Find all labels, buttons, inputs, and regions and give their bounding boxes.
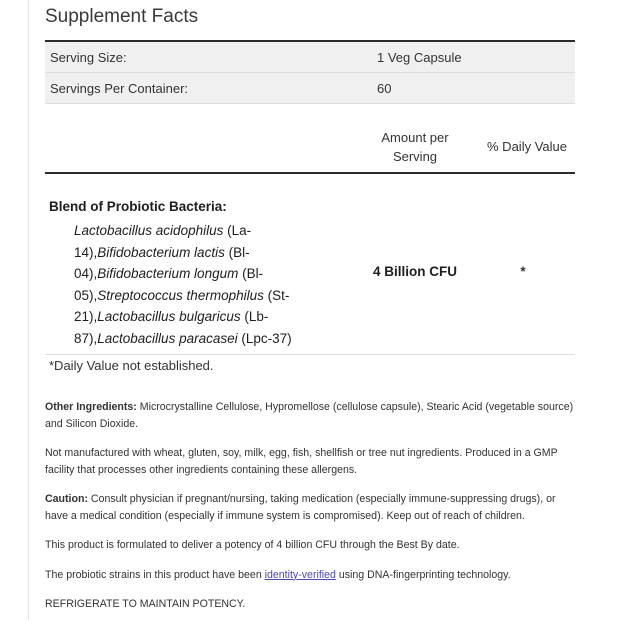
product-notes xyxy=(45,399,575,626)
strain-line xyxy=(74,263,322,285)
daily-value-note: *Daily Value not established. xyxy=(49,358,214,373)
strain-line xyxy=(74,242,322,264)
refrigerate-paragraph: REFRIGERATE TO MAINTAIN POTENCY. xyxy=(45,598,246,610)
strains-verified-before: The probiotic strains in this product have been xyxy=(45,568,265,581)
strain-name: Lactobacillus acidophilus xyxy=(74,223,224,238)
strain-name: Lactobacillus paracasei xyxy=(97,330,238,346)
daily-value-header: % Daily Value xyxy=(487,139,567,154)
serving-size-value: 1 Veg Capsule xyxy=(377,49,462,65)
strain-code: (Bl- xyxy=(238,266,264,282)
strain-code: (La- xyxy=(223,223,252,238)
strain-name: Bifidobacterium lactis xyxy=(97,244,225,260)
strain-code: 05), xyxy=(74,287,98,303)
blend-title: Blend of Probiotic Bacteria: xyxy=(49,199,227,214)
strain-code: (St- xyxy=(263,287,290,303)
blend-amount: 4 Billion CFU xyxy=(373,264,457,279)
serving-size-label: Serving Size: xyxy=(50,49,127,65)
allergen-paragraph: Not manufactured with wheat, gluten, soy, milk, egg, fish, shellfish or tree nut ingredients. Produced in a GMP facility that processes other ingredients containing these allergens. xyxy=(45,447,558,476)
strain-name: Lactobacillus bulgaricus xyxy=(97,309,241,325)
strain-code: 04), xyxy=(74,266,98,282)
serving-size-row xyxy=(45,42,575,73)
strain-line xyxy=(74,328,322,350)
strain-code: 87), xyxy=(74,330,98,346)
strain-line xyxy=(74,220,322,242)
blend-strain-list xyxy=(74,220,322,350)
page-title: Supplement Facts xyxy=(45,6,199,27)
caution-label: Caution: xyxy=(45,493,88,505)
column-header-row xyxy=(45,104,575,172)
potency-paragraph: This product is formulated to deliver a potency of 4 billion CFU through the Best By date. xyxy=(45,539,460,551)
identity-verified-link[interactable]: identity-verified xyxy=(264,568,336,581)
strain-code: (Lb- xyxy=(240,309,269,325)
other-ingredients-label: Other Ingredients: xyxy=(45,401,137,413)
caution-text: Consult physician if pregnant/nursing, taking medication (especially immune-suppressing drugs), or have a medical condition (especially if immune system is compromised). Keep out of reach of children. xyxy=(45,493,556,522)
left-border-rule xyxy=(28,0,29,620)
strain-name: Streptococcus thermophilus xyxy=(97,287,264,303)
amount-header-line1: Amount per xyxy=(381,130,449,145)
other-ingredients-paragraph xyxy=(45,399,575,432)
other-ingredients-text: Microcrystalline Cellulose, Hypromellose (cellulose capsule), Stearic Acid (vegetable source) and Silicon Dioxide. xyxy=(45,401,574,430)
servings-per-container-label: Servings Per Container: xyxy=(50,80,189,96)
blend-daily-value: * xyxy=(520,264,526,279)
strain-code: (Bl- xyxy=(224,244,250,260)
servings-per-container-row xyxy=(45,73,575,104)
amount-per-serving-header xyxy=(370,128,460,166)
caution-paragraph xyxy=(45,491,575,524)
supplement-facts-table xyxy=(45,40,575,355)
strain-name: Bifidobacterium longum xyxy=(97,266,239,282)
strains-verified-paragraph xyxy=(45,567,575,584)
amount-header-line2: Serving xyxy=(392,149,438,164)
strain-code: 21), xyxy=(74,309,98,325)
strains-verified-after: using DNA-fingerprinting technology. xyxy=(335,568,511,581)
strain-line xyxy=(74,285,322,307)
strain-code: 14), xyxy=(74,244,98,260)
probiotic-blend-row xyxy=(45,174,575,355)
strain-line xyxy=(74,306,322,328)
strain-code: (Lpc-37) xyxy=(237,330,292,346)
servings-per-container-value: 60 xyxy=(377,80,392,96)
